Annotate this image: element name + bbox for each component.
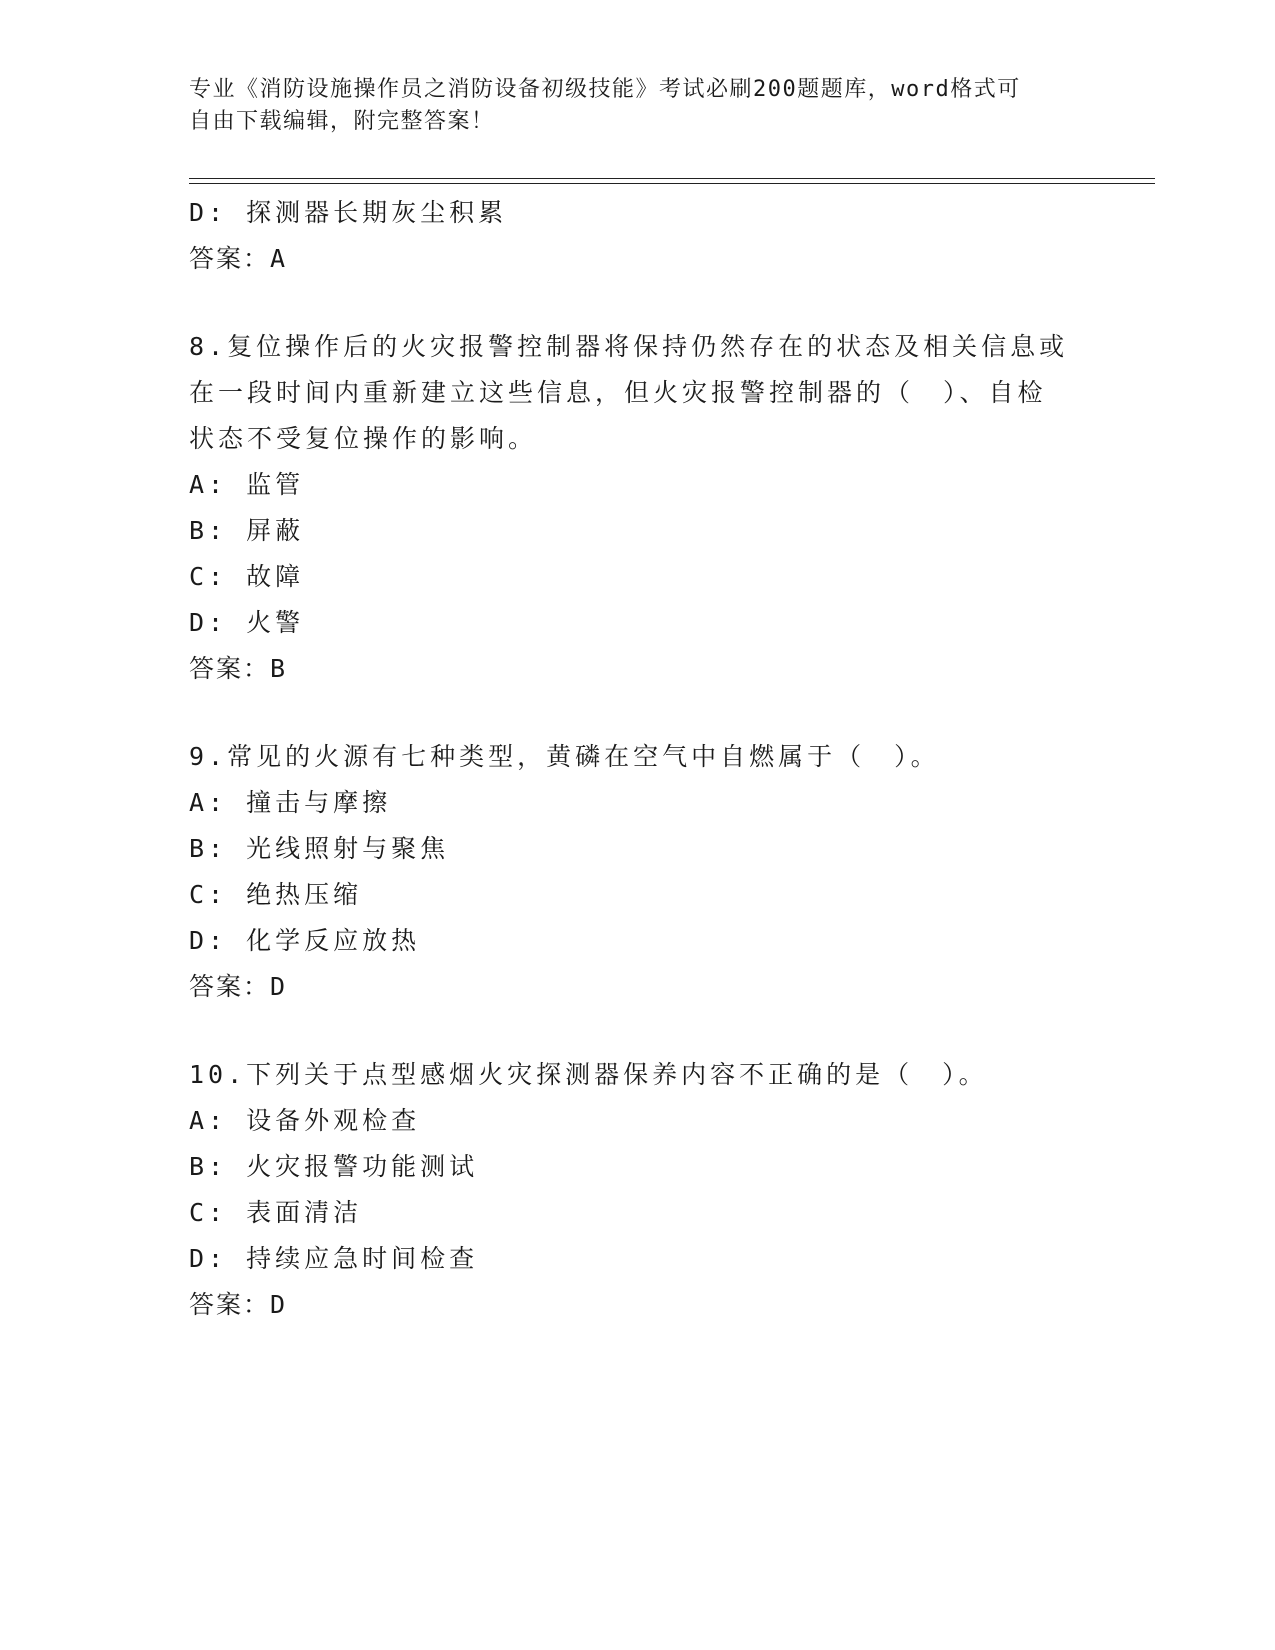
option-d: D: 火警 bbox=[189, 608, 305, 637]
answer-line: 答案：D bbox=[189, 1290, 288, 1319]
header-rule-top bbox=[189, 178, 1155, 179]
spacer bbox=[189, 282, 1089, 324]
question-8 bbox=[189, 324, 1089, 692]
option-b: B: 光线照射与聚焦 bbox=[189, 834, 450, 863]
spacer bbox=[189, 1010, 1089, 1052]
header-rule-bottom bbox=[189, 183, 1155, 184]
option-d: D: 化学反应放热 bbox=[189, 926, 421, 955]
answer-line: 答案：A bbox=[189, 244, 288, 273]
option-b: B: 火灾报警功能测试 bbox=[189, 1152, 479, 1181]
answer-line: 答案：D bbox=[189, 972, 288, 1001]
question-text: 10.下列关于点型感烟火灾探测器保养内容不正确的是（ ）。 bbox=[189, 1060, 988, 1089]
header-title-line-1: 专业《消防设施操作员之消防设备初级技能》考试必刷200题题库，word格式可 bbox=[189, 77, 1021, 102]
option-c: C: 表面清洁 bbox=[189, 1198, 363, 1227]
question-9 bbox=[189, 734, 1089, 1010]
option-d: D: 探测器长期灰尘积累 bbox=[189, 198, 508, 227]
option-a: A: 设备外观检查 bbox=[189, 1106, 421, 1135]
question-content bbox=[189, 190, 1089, 1328]
option-a: A: 监管 bbox=[189, 470, 305, 499]
header-title-line-2: 自由下载编辑，附完整答案！ bbox=[189, 109, 495, 134]
question-text: 状态不受复位操作的影响。 bbox=[189, 424, 538, 453]
answer-line: 答案：B bbox=[189, 654, 288, 683]
question-text: 8.复位操作后的火灾报警控制器将保持仍然存在的状态及相关信息或 bbox=[189, 332, 1069, 361]
option-c: C: 故障 bbox=[189, 562, 305, 591]
option-c: C: 绝热压缩 bbox=[189, 880, 363, 909]
question-text: 在一段时间内重新建立这些信息，但火灾报警控制器的（ ）、自检 bbox=[189, 378, 1047, 407]
option-d: D: 持续应急时间检查 bbox=[189, 1244, 479, 1273]
question-10 bbox=[189, 1052, 1089, 1328]
question-text: 9.常见的火源有七种类型，黄磷在空气中自燃属于（ ）。 bbox=[189, 742, 940, 771]
document-header bbox=[189, 74, 1089, 138]
option-a: A: 撞击与摩擦 bbox=[189, 788, 392, 817]
carryover-block bbox=[189, 190, 1089, 282]
spacer bbox=[189, 692, 1089, 734]
option-b: B: 屏蔽 bbox=[189, 516, 305, 545]
